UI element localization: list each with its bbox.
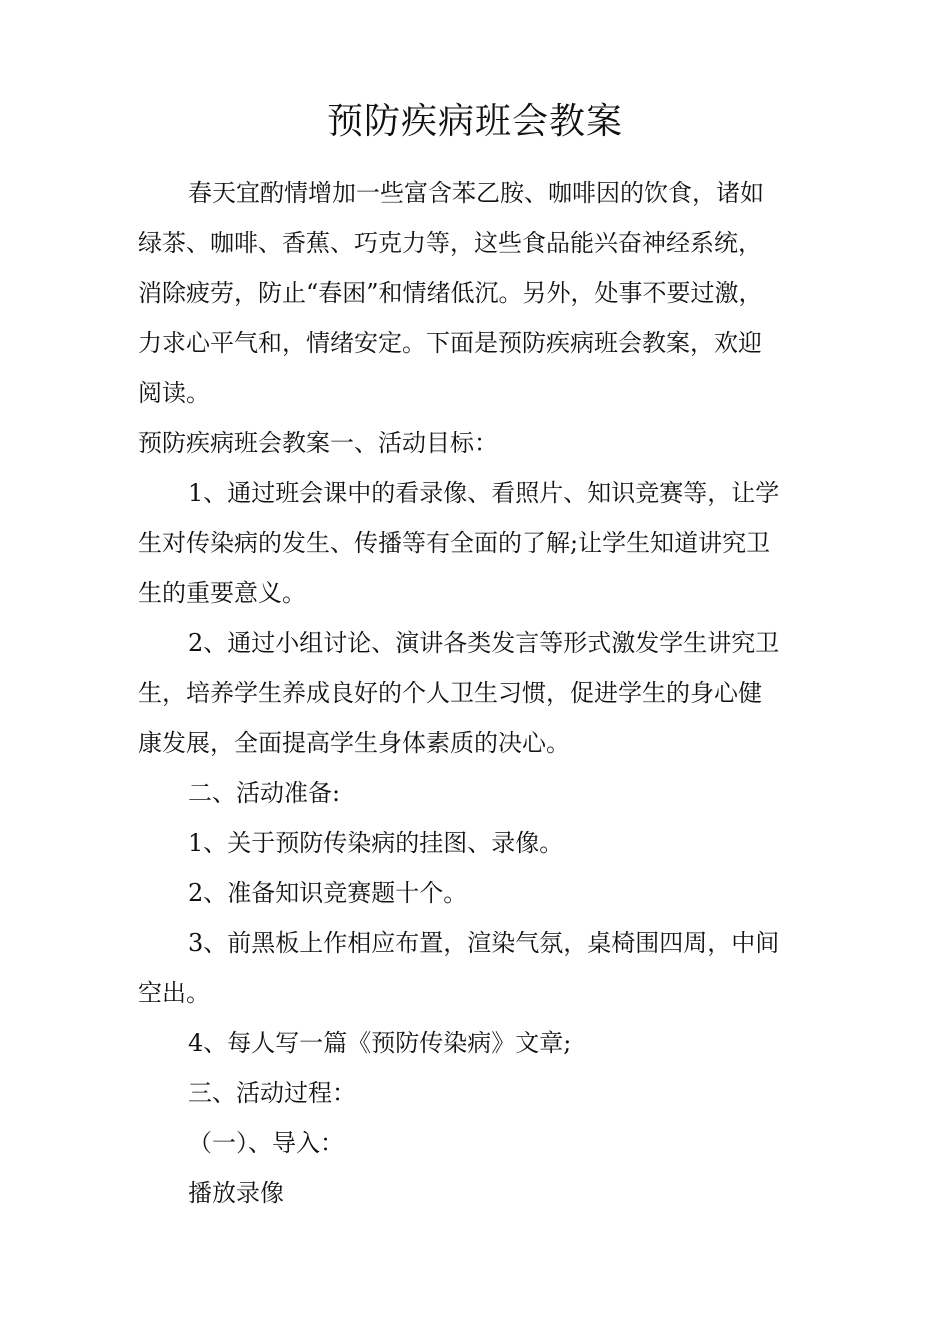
section-two-heading bbox=[138, 768, 820, 818]
goal-1-line: 生对传染病的发生、传播等有全面的了解;让学生知道讲究卫 bbox=[138, 529, 771, 557]
section-three-heading-text: 三、活动过程： bbox=[188, 1079, 356, 1107]
prep-item-3-line: 3、前黑板上作相应布置，渲染气氛，桌椅围四周，中间 bbox=[188, 929, 780, 957]
goal-1-paragraph bbox=[138, 468, 820, 618]
step-1-text bbox=[138, 1168, 820, 1218]
prep-item-2-text: 2、准备知识竞赛题十个。 bbox=[188, 879, 468, 907]
goal-2-line: 生，培养学生养成良好的个人卫生习惯，促进学生的身心健 bbox=[138, 679, 762, 707]
intro-line: 阅读。 bbox=[138, 379, 210, 407]
step-1-heading-text: （一）、导入： bbox=[188, 1129, 344, 1157]
intro-line: 绿茶、咖啡、香蕉、巧克力等，这些食品能兴奋神经系统， bbox=[138, 229, 762, 257]
prep-item-1-text: 1、关于预防传染病的挂图、录像。 bbox=[188, 829, 564, 857]
goal-2-line: 2、通过小组讨论、演讲各类发言等形式激发学生讲究卫 bbox=[188, 629, 780, 657]
section-one-heading bbox=[138, 418, 820, 468]
document-title: 预防疾病班会教案 bbox=[326, 101, 623, 142]
prep-item-3 bbox=[138, 918, 820, 1018]
goal-2-paragraph bbox=[138, 618, 820, 768]
intro-paragraph bbox=[138, 168, 820, 418]
section-two-heading-text: 二、活动准备: bbox=[188, 779, 341, 807]
prep-item-1 bbox=[138, 818, 820, 868]
step-1-heading bbox=[138, 1118, 820, 1168]
prep-item-2 bbox=[138, 868, 820, 918]
prep-item-4 bbox=[138, 1018, 820, 1068]
goal-1-line: 生的重要意义。 bbox=[138, 579, 306, 607]
intro-line: 消除疲劳，防止“春困”和情绪低沉。另外，处事不要过激， bbox=[138, 279, 763, 307]
goal-1-line: 1、通过班会课中的看录像、看照片、知识竞赛等，让学 bbox=[188, 479, 780, 507]
goal-2-line: 康发展，全面提高学生身体素质的决心。 bbox=[138, 729, 570, 757]
step-1-text-content: 播放录像 bbox=[188, 1179, 284, 1207]
document-body bbox=[138, 168, 820, 1218]
section-three-heading bbox=[138, 1068, 820, 1118]
section-one-heading-text: 预防疾病班会教案一、活动目标： bbox=[138, 429, 498, 457]
intro-line: 春天宜酌情增加一些富含苯乙胺、咖啡因的饮食，诸如 bbox=[188, 179, 764, 207]
prep-item-3-line: 空出。 bbox=[138, 979, 210, 1007]
prep-item-4-text: 4、每人写一篇《预防传染病》文章; bbox=[188, 1029, 572, 1057]
intro-line: 力求心平气和，情绪安定。下面是预防疾病班会教案，欢迎 bbox=[138, 329, 762, 357]
